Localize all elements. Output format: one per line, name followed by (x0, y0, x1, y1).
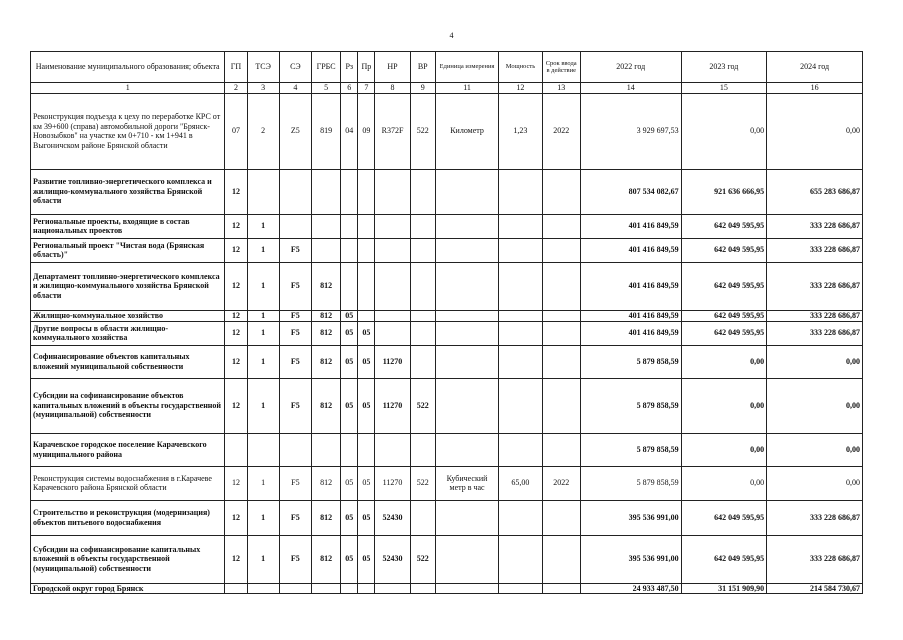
cell-tse: 1 (247, 238, 279, 262)
cell-se: Z5 (279, 93, 311, 169)
cell-gp (225, 583, 247, 594)
cell-gp: 12 (225, 321, 247, 345)
col-header-2024: 2024 год (767, 52, 863, 83)
col-header-vr: ВР (410, 52, 435, 83)
table-row (31, 378, 863, 433)
cell-term (542, 583, 580, 594)
cell-grbs: 812 (311, 321, 340, 345)
table-row (31, 433, 863, 466)
cell-y2023: 0,00 (681, 433, 767, 466)
col-header-power: Мощность (499, 52, 542, 83)
cell-term (542, 535, 580, 583)
cell-gp (225, 433, 247, 466)
cell-rz (341, 433, 358, 466)
cell-tse: 2 (247, 93, 279, 169)
cell-y2023: 642 049 595,95 (681, 310, 767, 321)
cell-grbs: 819 (311, 93, 340, 169)
cell-nr (375, 214, 410, 238)
table-row (31, 321, 863, 345)
cell-unit (435, 345, 498, 378)
cell-rz: 05 (341, 535, 358, 583)
cell-nr: R372F (375, 93, 410, 169)
col-number: 6 (341, 83, 358, 94)
cell-power (499, 214, 542, 238)
col-header-name: Наименование муниципального образования; объекта (31, 52, 225, 83)
cell-y2023: 0,00 (681, 378, 767, 433)
cell-rz: 04 (341, 93, 358, 169)
cell-name: Другие вопросы в области жилищно-коммунального хозяйства (31, 321, 225, 345)
cell-gp: 12 (225, 169, 247, 214)
cell-nr: 11270 (375, 345, 410, 378)
cell-pr (358, 169, 375, 214)
cell-nr: 52430 (375, 535, 410, 583)
cell-unit (435, 500, 498, 535)
col-number: 12 (499, 83, 542, 94)
cell-name: Строительство и реконструкция (модернизация) объектов питьевого водоснабжения (31, 500, 225, 535)
cell-vr (410, 321, 435, 345)
cell-gp: 12 (225, 214, 247, 238)
cell-se: F5 (279, 321, 311, 345)
cell-nr (375, 321, 410, 345)
cell-tse (247, 583, 279, 594)
cell-grbs: 812 (311, 500, 340, 535)
cell-unit (435, 169, 498, 214)
cell-power: 1,23 (499, 93, 542, 169)
cell-vr (410, 310, 435, 321)
cell-term (542, 433, 580, 466)
cell-y2023: 0,00 (681, 466, 767, 500)
cell-y2023: 642 049 595,95 (681, 321, 767, 345)
cell-se (279, 169, 311, 214)
cell-power (499, 169, 542, 214)
cell-term: 2022 (542, 93, 580, 169)
cell-rz (341, 262, 358, 310)
cell-unit (435, 433, 498, 466)
cell-pr: 05 (358, 466, 375, 500)
cell-pr: 09 (358, 93, 375, 169)
col-header-term: Срок ввода в действие (542, 52, 580, 83)
col-header-gp: ГП (225, 52, 247, 83)
budget-table (30, 51, 863, 594)
cell-y2024: 0,00 (767, 345, 863, 378)
cell-y2023: 0,00 (681, 93, 767, 169)
cell-pr: 05 (358, 345, 375, 378)
cell-y2023: 921 636 666,95 (681, 169, 767, 214)
cell-tse: 1 (247, 321, 279, 345)
cell-pr (358, 214, 375, 238)
col-number: 7 (358, 83, 375, 94)
col-header-se: СЭ (279, 52, 311, 83)
cell-unit: Кубический метр в час (435, 466, 498, 500)
cell-y2022: 5 879 858,59 (580, 345, 681, 378)
cell-nr (375, 310, 410, 321)
cell-name: Субсидии на софинансирование объектов капитальных вложений в объекты государственной (муниципальной) собственности (31, 378, 225, 433)
cell-vr (410, 262, 435, 310)
cell-vr (410, 500, 435, 535)
cell-name: Городской округ город Брянск (31, 583, 225, 594)
cell-y2022: 401 416 849,59 (580, 321, 681, 345)
table-row (31, 310, 863, 321)
cell-grbs: 812 (311, 378, 340, 433)
cell-se (279, 214, 311, 238)
cell-pr (358, 583, 375, 594)
col-number: 11 (435, 83, 498, 94)
cell-unit (435, 321, 498, 345)
cell-y2024: 0,00 (767, 378, 863, 433)
cell-unit (435, 214, 498, 238)
cell-tse: 1 (247, 262, 279, 310)
col-header-nr: НР (375, 52, 410, 83)
cell-gp: 12 (225, 466, 247, 500)
cell-unit (435, 262, 498, 310)
cell-unit (435, 583, 498, 594)
cell-y2024: 333 228 686,87 (767, 321, 863, 345)
cell-unit (435, 535, 498, 583)
table-row (31, 500, 863, 535)
cell-y2022: 401 416 849,59 (580, 310, 681, 321)
cell-name: Региональный проект "Чистая вода (Брянская область)" (31, 238, 225, 262)
cell-unit (435, 238, 498, 262)
cell-y2023: 642 049 595,95 (681, 262, 767, 310)
col-number: 5 (311, 83, 340, 94)
cell-y2022: 807 534 082,67 (580, 169, 681, 214)
col-number: 3 (247, 83, 279, 94)
cell-term (542, 214, 580, 238)
cell-term (542, 310, 580, 321)
cell-gp: 12 (225, 500, 247, 535)
cell-vr: 522 (410, 535, 435, 583)
cell-power (499, 310, 542, 321)
cell-term (542, 262, 580, 310)
cell-power (499, 535, 542, 583)
cell-pr: 05 (358, 321, 375, 345)
cell-rz (341, 169, 358, 214)
cell-name: Департамент топливно-энергетического комплекса и жилищно-коммунального хозяйства Брянской области (31, 262, 225, 310)
col-header-grbs: ГРБС (311, 52, 340, 83)
cell-term (542, 500, 580, 535)
cell-gp: 12 (225, 310, 247, 321)
cell-term (542, 378, 580, 433)
cell-y2024: 0,00 (767, 433, 863, 466)
cell-nr (375, 583, 410, 594)
cell-se: F5 (279, 378, 311, 433)
col-header-unit: Единица измерения (435, 52, 498, 83)
cell-nr: 11270 (375, 466, 410, 500)
cell-nr: 11270 (375, 378, 410, 433)
cell-y2022: 24 933 487,50 (580, 583, 681, 594)
cell-term (542, 321, 580, 345)
col-number: 1 (31, 83, 225, 94)
cell-term: 2022 (542, 466, 580, 500)
cell-term (542, 169, 580, 214)
cell-y2023: 0,00 (681, 345, 767, 378)
cell-gp: 12 (225, 378, 247, 433)
cell-unit: Километр (435, 93, 498, 169)
cell-grbs: 812 (311, 345, 340, 378)
cell-se: F5 (279, 466, 311, 500)
cell-pr: 05 (358, 378, 375, 433)
cell-grbs (311, 583, 340, 594)
cell-se (279, 433, 311, 466)
cell-vr (410, 583, 435, 594)
cell-y2023: 31 151 909,90 (681, 583, 767, 594)
cell-grbs: 812 (311, 310, 340, 321)
cell-tse: 1 (247, 310, 279, 321)
cell-y2022: 395 536 991,00 (580, 500, 681, 535)
cell-power (499, 321, 542, 345)
cell-se: F5 (279, 238, 311, 262)
cell-y2024: 333 228 686,87 (767, 262, 863, 310)
cell-nr: 52430 (375, 500, 410, 535)
cell-tse: 1 (247, 535, 279, 583)
cell-grbs (311, 433, 340, 466)
cell-rz (341, 238, 358, 262)
table-row (31, 214, 863, 238)
cell-rz: 05 (341, 500, 358, 535)
cell-gp: 12 (225, 262, 247, 310)
cell-pr: 05 (358, 535, 375, 583)
cell-y2024: 333 228 686,87 (767, 238, 863, 262)
cell-gp: 12 (225, 345, 247, 378)
col-number: 8 (375, 83, 410, 94)
cell-unit (435, 378, 498, 433)
page-number: 4 (449, 31, 454, 40)
cell-gp: 12 (225, 535, 247, 583)
cell-pr: 05 (358, 500, 375, 535)
cell-y2024: 655 283 686,87 (767, 169, 863, 214)
cell-tse: 1 (247, 214, 279, 238)
cell-y2024: 333 228 686,87 (767, 310, 863, 321)
cell-rz: 05 (341, 321, 358, 345)
cell-y2023: 642 049 595,95 (681, 238, 767, 262)
table-row (31, 583, 863, 594)
table-row (31, 466, 863, 500)
cell-y2023: 642 049 595,95 (681, 535, 767, 583)
cell-nr (375, 262, 410, 310)
cell-y2023: 642 049 595,95 (681, 214, 767, 238)
cell-y2022: 401 416 849,59 (580, 238, 681, 262)
cell-vr: 522 (410, 466, 435, 500)
cell-unit (435, 310, 498, 321)
col-number: 15 (681, 83, 767, 94)
cell-grbs: 812 (311, 535, 340, 583)
cell-power (499, 583, 542, 594)
table-row (31, 262, 863, 310)
cell-vr (410, 169, 435, 214)
cell-se: F5 (279, 535, 311, 583)
cell-rz: 05 (341, 378, 358, 433)
cell-y2022: 401 416 849,59 (580, 262, 681, 310)
cell-tse: 1 (247, 500, 279, 535)
cell-pr (358, 262, 375, 310)
cell-name: Карачевское городское поселение Карачевского муниципального района (31, 433, 225, 466)
cell-name: Развитие топливно-энергетического комплекса и жилищно-коммунального хозяйства Брянской области (31, 169, 225, 214)
cell-grbs (311, 238, 340, 262)
cell-rz (341, 214, 358, 238)
table-row (31, 238, 863, 262)
cell-vr (410, 214, 435, 238)
cell-grbs (311, 169, 340, 214)
col-number: 13 (542, 83, 580, 94)
cell-tse: 1 (247, 345, 279, 378)
cell-vr (410, 345, 435, 378)
cell-y2022: 395 536 991,00 (580, 535, 681, 583)
cell-y2022: 3 929 697,53 (580, 93, 681, 169)
cell-y2024: 333 228 686,87 (767, 500, 863, 535)
cell-se: F5 (279, 500, 311, 535)
cell-rz: 05 (341, 345, 358, 378)
cell-y2024: 333 228 686,87 (767, 535, 863, 583)
cell-name: Софинансирование объектов капитальных вложений муниципальной собственности (31, 345, 225, 378)
cell-name: Жилищно-коммунальное хозяйство (31, 310, 225, 321)
column-numbers-row (31, 83, 863, 94)
cell-se: F5 (279, 310, 311, 321)
cell-term (542, 238, 580, 262)
cell-y2022: 5 879 858,59 (580, 433, 681, 466)
col-header-2023: 2023 год (681, 52, 767, 83)
cell-grbs: 812 (311, 262, 340, 310)
cell-y2024: 333 228 686,87 (767, 214, 863, 238)
cell-pr (358, 310, 375, 321)
cell-power (499, 378, 542, 433)
cell-tse (247, 433, 279, 466)
col-header-pr: Пр (358, 52, 375, 83)
cell-term (542, 345, 580, 378)
col-header-2022: 2022 год (580, 52, 681, 83)
cell-power (499, 238, 542, 262)
cell-rz (341, 583, 358, 594)
col-number: 9 (410, 83, 435, 94)
cell-tse (247, 169, 279, 214)
table-row (31, 169, 863, 214)
cell-y2024: 0,00 (767, 466, 863, 500)
col-number: 14 (580, 83, 681, 94)
cell-y2022: 5 879 858,59 (580, 466, 681, 500)
cell-rz: 05 (341, 310, 358, 321)
table-row (31, 535, 863, 583)
cell-y2023: 642 049 595,95 (681, 500, 767, 535)
cell-pr (358, 238, 375, 262)
cell-nr (375, 238, 410, 262)
cell-y2022: 5 879 858,59 (580, 378, 681, 433)
cell-y2024: 214 584 730,67 (767, 583, 863, 594)
table-row (31, 345, 863, 378)
cell-name: Региональные проекты, входящие в состав национальных проектов (31, 214, 225, 238)
cell-y2022: 401 416 849,59 (580, 214, 681, 238)
cell-vr: 522 (410, 93, 435, 169)
col-number: 2 (225, 83, 247, 94)
cell-tse: 1 (247, 466, 279, 500)
cell-power (499, 262, 542, 310)
cell-tse: 1 (247, 378, 279, 433)
cell-rz: 05 (341, 466, 358, 500)
col-header-rz: Рз (341, 52, 358, 83)
col-header-tse: ТСЭ (247, 52, 279, 83)
cell-pr (358, 433, 375, 466)
col-number: 4 (279, 83, 311, 94)
cell-nr (375, 433, 410, 466)
cell-gp: 07 (225, 93, 247, 169)
cell-power (499, 433, 542, 466)
col-number: 16 (767, 83, 863, 94)
cell-se: F5 (279, 345, 311, 378)
cell-vr (410, 238, 435, 262)
cell-nr (375, 169, 410, 214)
cell-power (499, 345, 542, 378)
table-row (31, 93, 863, 169)
cell-name: Субсидии на софинансирование капитальных вложений в объекты государственной (муниципальной) собственности (31, 535, 225, 583)
cell-vr: 522 (410, 378, 435, 433)
cell-name: Реконструкция подъезда к цеху по переработке КРС от км 39+600 (справа) автомобильной дороги "Брянск-Новозыбков" на участке км 0+710 - км 1+941 в Выгоничском районе Брянской области (31, 93, 225, 169)
cell-se (279, 583, 311, 594)
cell-name: Реконструкция системы водоснабжения в г.Карачеве Карачевского района Брянской области (31, 466, 225, 500)
cell-power: 65,00 (499, 466, 542, 500)
cell-grbs (311, 214, 340, 238)
cell-power (499, 500, 542, 535)
cell-grbs: 812 (311, 466, 340, 500)
cell-y2024: 0,00 (767, 93, 863, 169)
cell-vr (410, 433, 435, 466)
cell-gp: 12 (225, 238, 247, 262)
cell-se: F5 (279, 262, 311, 310)
header-row (31, 52, 863, 83)
